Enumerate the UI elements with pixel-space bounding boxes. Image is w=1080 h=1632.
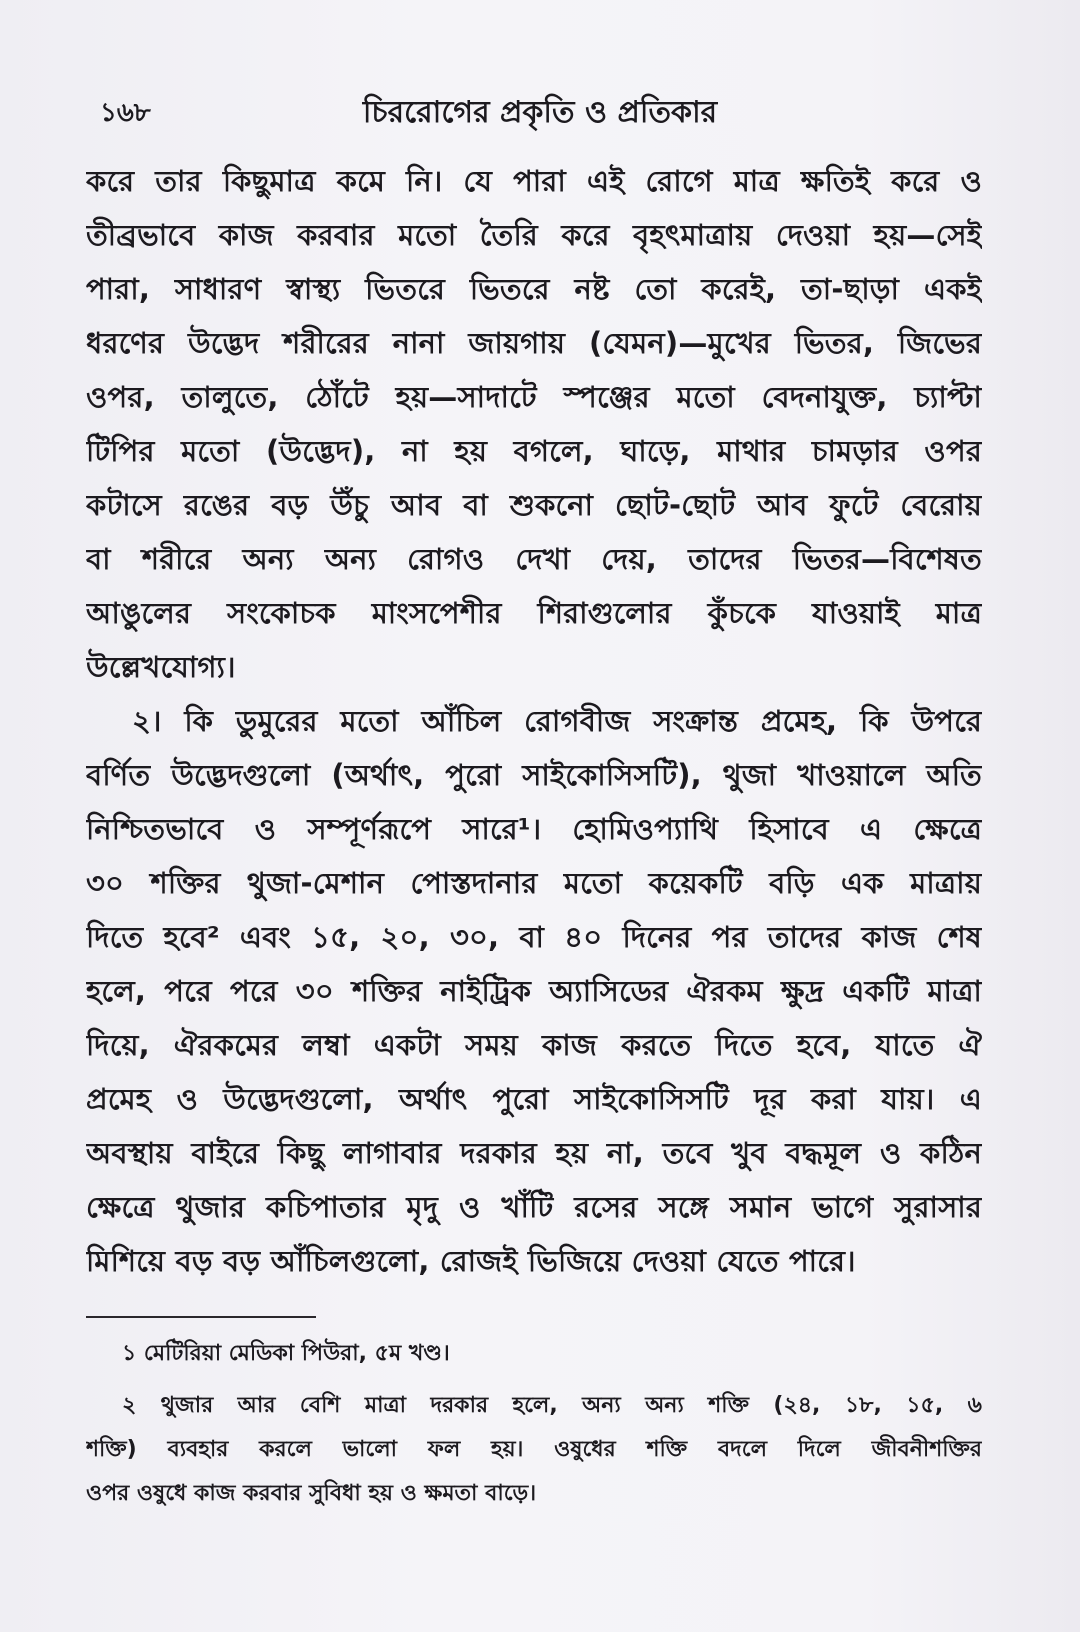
- footnote-2-continued: ওপর ওষুধে কাজ করবার সুবিধা হয় ও ক্ষমতা বাড়ে।: [86, 1481, 537, 1506]
- running-title: চিররোগের প্রকৃতি ও প্রতিকার: [362, 95, 718, 130]
- body-line: টিপির মতো (উদ্ভেদ), না হয় বগলে, ঘাড়ে, মাথার চামড়ার ওপর: [86, 434, 982, 468]
- body-line: ক্ষেত্রে থুজার কচিপাতার মৃদু ও খাঁটি রসের সঙ্গে সমান ভাগে সুরাসার: [86, 1190, 982, 1224]
- body-line: করে তার কিছুমাত্র কমে নি। যে পারা এই রোগে মাত্র ক্ষতিই করে ও: [86, 164, 982, 198]
- body-line-paragraph-end: উল্লেখযোগ্য।: [86, 650, 236, 684]
- footnote-1: ১ মেটিরিয়া মেডিকা পিউরা, ৫ম খণ্ড।: [122, 1341, 450, 1366]
- body-line: বর্ণিত উদ্ভেদগুলো (অর্থাৎ, পুরো সাইকোসিসটি), থুজা খাওয়ালে অতি: [86, 758, 982, 792]
- body-line-paragraph-end: মিশিয়ে বড় বড় আঁচিলগুলো, রোজই ভিজিয়ে দেওয়া যেতে পারে।: [86, 1244, 856, 1278]
- body-line: দিতে হবে² এবং ১৫, ২০, ৩০, বা ৪০ দিনের পর তাদের কাজ শেষ: [86, 920, 982, 954]
- footnote-2: ২ থুজার আর বেশি মাত্রা দরকার হলে, অন্য অন্য শক্তি (২৪, ১৮, ১৫, ৬: [122, 1393, 982, 1418]
- body-line-paragraph-start: ২। কি ডুমুরের মতো আঁচিল রোগবীজ সংক্রান্ত প্রমেহ, কি উপরে: [132, 704, 982, 738]
- body-line: বা শরীরে অন্য অন্য রোগও দেখা দেয়, তাদের ভিতর—বিশেষত: [86, 542, 982, 576]
- page-number: ১৬৮: [100, 98, 151, 128]
- body-line: তীব্রভাবে কাজ করবার মতো তৈরি করে বৃহৎমাত্রায় দেওয়া হয়—সেই: [86, 218, 982, 252]
- footnote-2-continued: শক্তি) ব্যবহার করলে ভালো ফল হয়। ওষুধের শক্তি বদলে দিলে জীবনীশক্তির: [86, 1437, 982, 1462]
- body-line: ওপর, তালুতে, ঠোঁটে হয়—সাদাটে স্পঞ্জের মতো বেদনাযুক্ত, চ্যাপ্টা: [86, 380, 982, 414]
- body-line: প্রমেহ ও উদ্ভেদগুলো, অর্থাৎ পুরো সাইকোসিসটি দূর করা যায়। এ: [86, 1082, 982, 1116]
- body-line: ধরণের উদ্ভেদ শরীরের নানা জায়গায় (যেমন)—মুখের ভিতর, জিভের: [86, 326, 982, 360]
- footnotes: [86, 1332, 982, 1516]
- body-line: আঙুলের সংকোচক মাংসপেশীর শিরাগুলোর কুঁচকে যাওয়াই মাত্র: [86, 596, 982, 630]
- footnote-divider: [86, 1316, 316, 1318]
- body-text: [86, 154, 982, 1288]
- body-line: অবস্থায় বাইরে কিছু লাগাবার দরকার হয় না, তবে খুব বদ্ধমূল ও কঠিন: [86, 1136, 982, 1170]
- body-line: হলে, পরে পরে ৩০ শক্তির নাইট্রিক অ্যাসিডের ঐরকম ক্ষুদ্র একটি মাত্রা: [86, 974, 982, 1008]
- body-line: দিয়ে, ঐরকমের লম্বা একটা সময় কাজ করতে দিতে হবে, যাতে ঐ: [86, 1028, 982, 1062]
- body-line: কটাসে রঙের বড় উঁচু আব বা শুকনো ছোট-ছোট আব ফুটে বেরোয়: [86, 488, 982, 522]
- body-line: পারা, সাধারণ স্বাস্থ্য ভিতরে ভিতরে নষ্ট তো করেই, তা-ছাড়া একই: [86, 272, 982, 306]
- body-line: নিশ্চিতভাবে ও সম্পূর্ণরূপে সারে¹। হোমিওপ্যাথি হিসাবে এ ক্ষেত্রে: [86, 812, 982, 846]
- body-line: ৩০ শক্তির থুজা-মেশান পোস্তদানার মতো কয়েকটি বড়ি এক মাত্রায়: [86, 866, 982, 900]
- page-header: [100, 88, 980, 136]
